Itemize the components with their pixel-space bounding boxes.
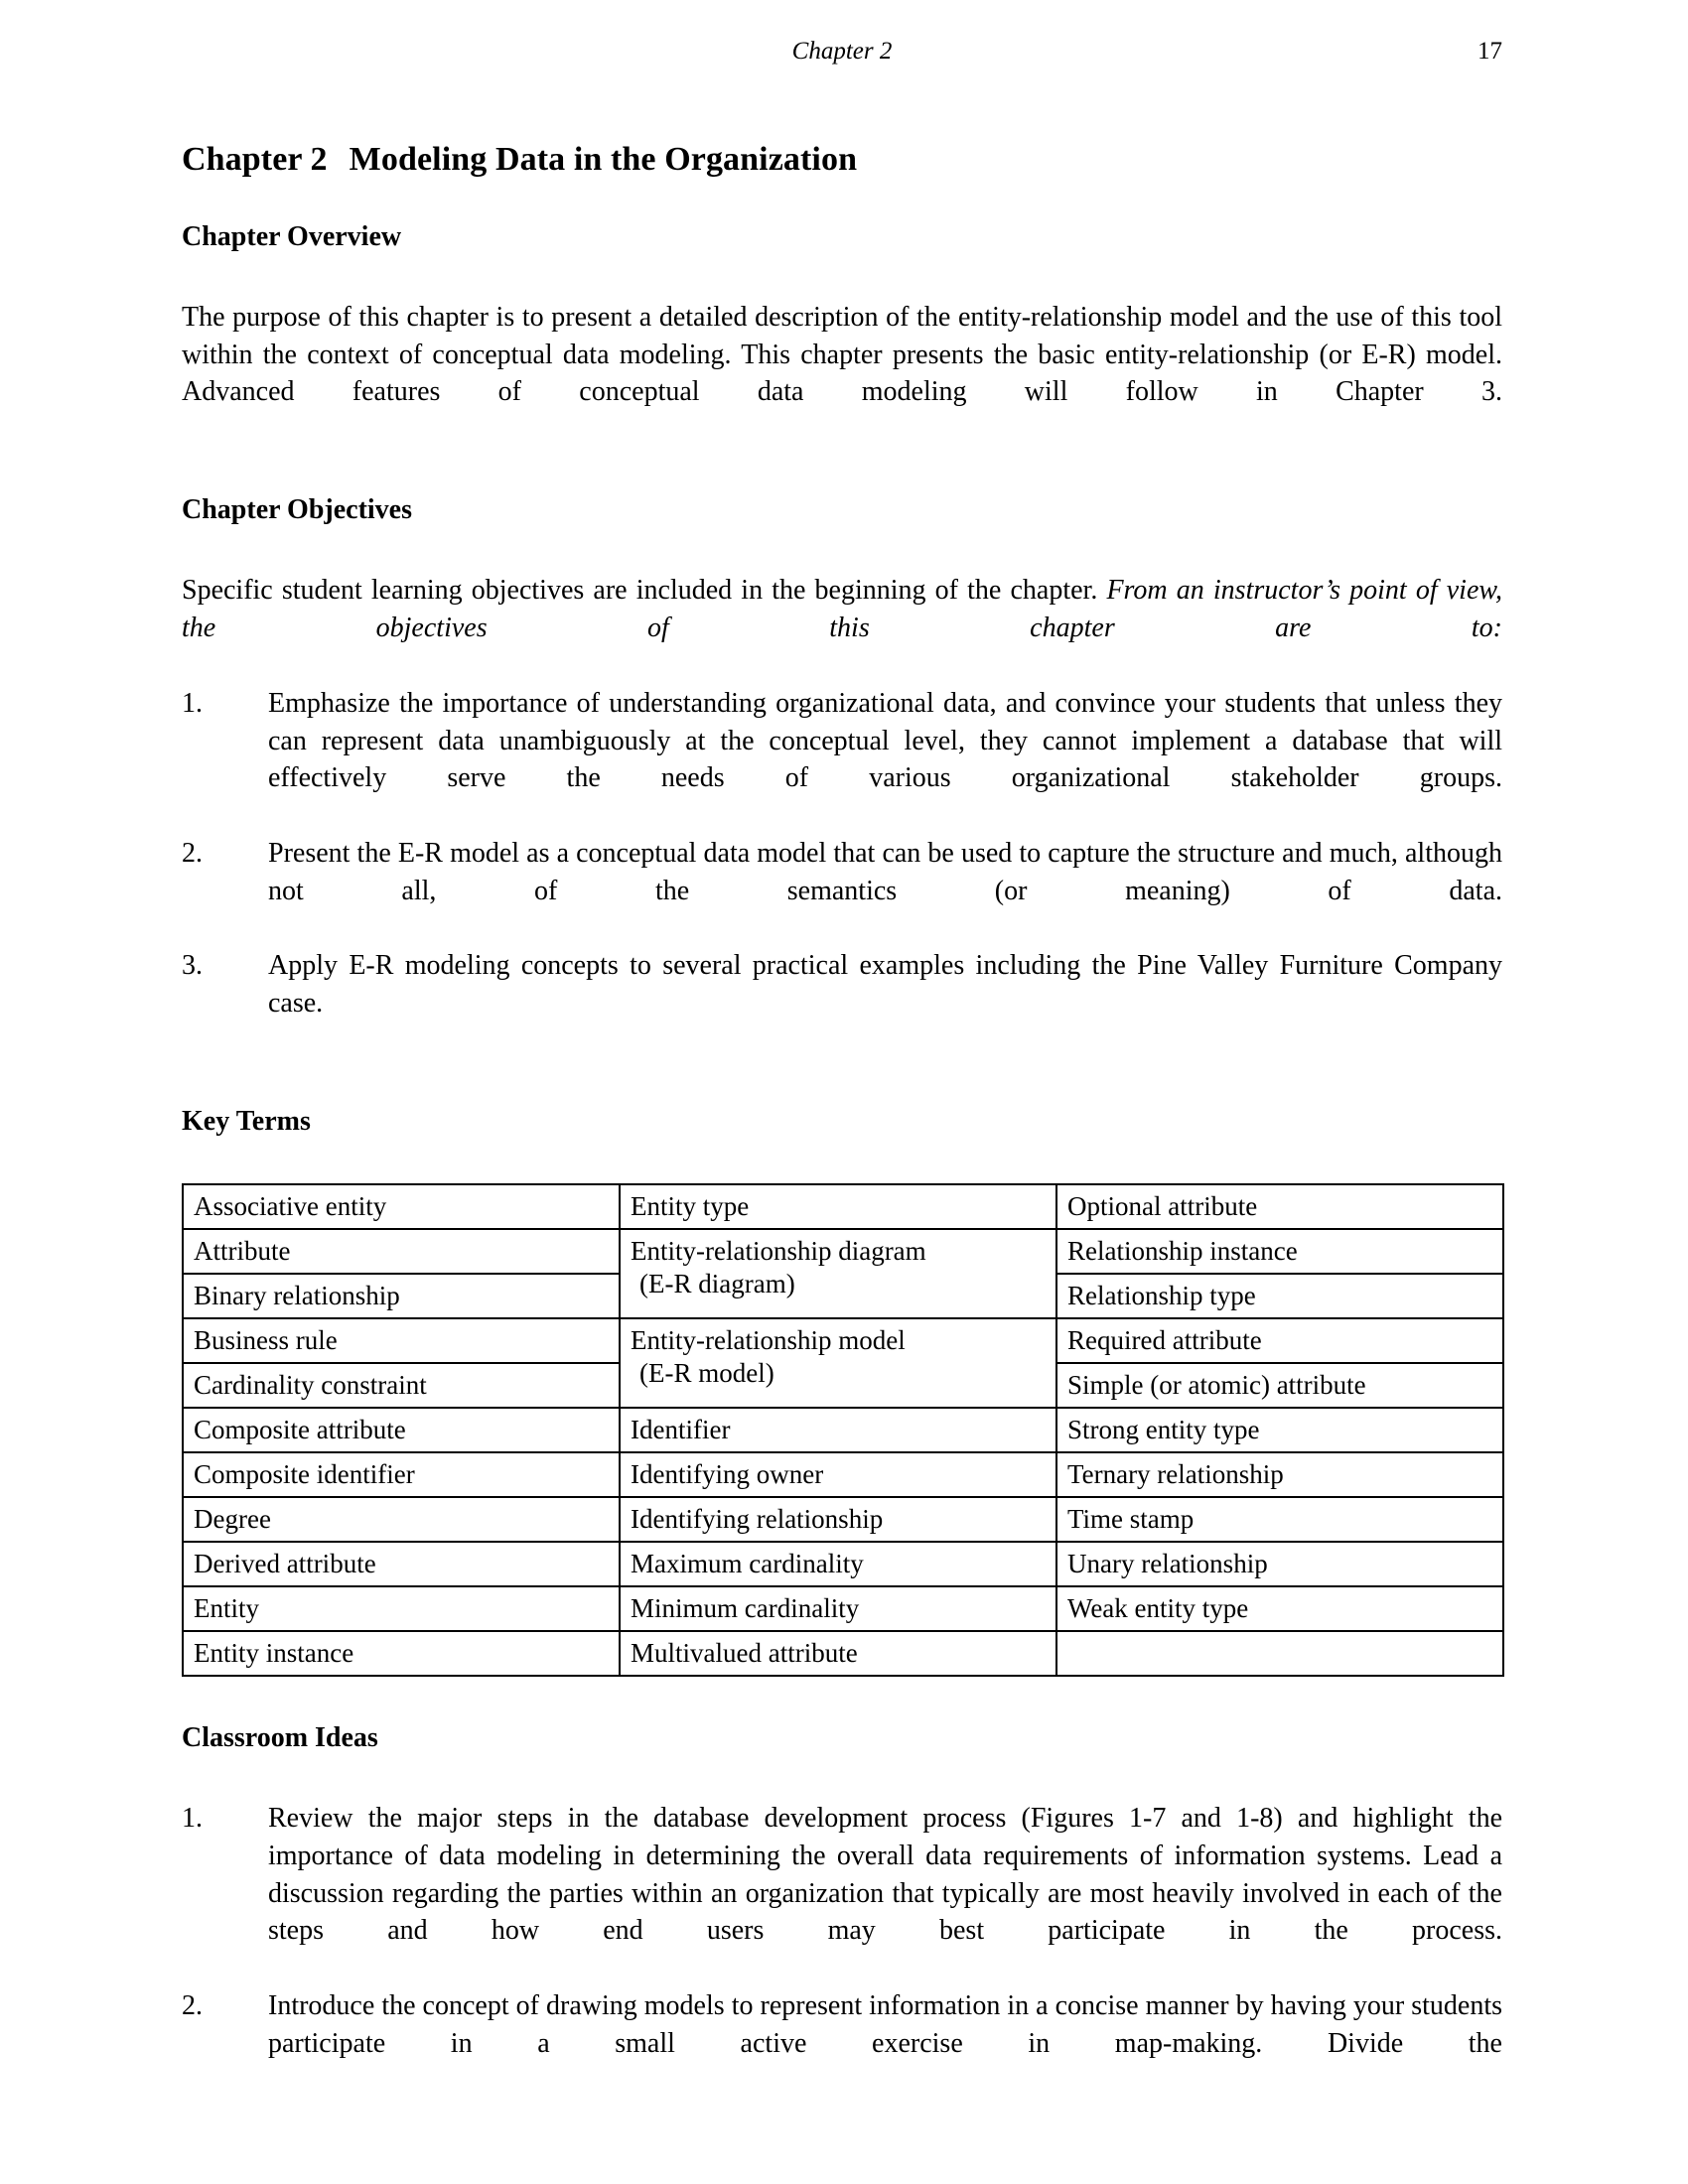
spacer <box>182 1140 1502 1183</box>
spacer <box>182 1756 1502 1800</box>
key-term-cell: Derived attribute <box>183 1542 620 1586</box>
table-row <box>183 1631 1503 1676</box>
list-item-number: 1. <box>182 687 203 719</box>
chapter-objectives-intro <box>182 572 1502 684</box>
key-term-sub: (E-R model) <box>639 1357 774 1388</box>
key-term-cell: Multivalued attribute <box>620 1631 1056 1676</box>
key-term-cell: Maximum cardinality <box>620 1542 1056 1586</box>
objectives-intro-plain: Specific student learning objectives are included in the beginning of the chapter. <box>182 575 1107 607</box>
chapter-overview-paragraph: The purpose of this chapter is to present a detailed description of the entity-relationship model and the use of this tool within the context of conceptual data modeling. This chapter presents the basic entity-relationship (or E-R) model. Advanced features of conceptual data modeling will follow in Chapter 3. <box>182 301 1502 408</box>
spacer <box>182 528 1502 572</box>
table-row <box>183 1184 1503 1229</box>
key-term-cell: Ternary relationship <box>1056 1452 1503 1497</box>
chapter-objectives-list <box>182 685 1502 1060</box>
key-term-cell: Minimum cardinality <box>620 1586 1056 1631</box>
list-item-text: Present the E-R model as a conceptual data model that can be used to capture the structure and much, although not all, of the semantics (or meaning) of data. <box>268 838 1502 906</box>
table-row <box>183 1586 1503 1631</box>
objectives-intro-italic: From an instructor’s point of view, the objectives of this chapter are to: <box>182 575 1502 644</box>
chapter-title-label: Chapter 2 <box>182 141 328 178</box>
list-item-text: Introduce the concept of drawing models to represent information in a concise manner by having your students participate in a small active exercise in map-making. Divide the <box>268 1989 1502 2059</box>
key-term-cell: Entity instance <box>183 1631 620 1676</box>
running-head <box>182 38 1502 71</box>
chapter-title-text: Modeling Data in the Organization <box>349 141 858 178</box>
section-heading-key-terms: Key Terms <box>182 1105 311 1137</box>
spacer <box>182 1060 1502 1104</box>
table-row <box>183 1497 1503 1542</box>
key-term-cell: Required attribute <box>1056 1318 1503 1363</box>
key-terms-table-body <box>183 1184 1503 1675</box>
key-term-cell: Entity <box>183 1586 620 1631</box>
table-row <box>183 1408 1503 1452</box>
key-term-cell: Associative entity <box>183 1184 620 1229</box>
list-item <box>182 947 1502 1059</box>
page-number: 17 <box>1477 38 1502 65</box>
list-item <box>182 1987 1502 2100</box>
key-term-cell: Degree <box>183 1497 620 1542</box>
section-heading-chapter-overview: Chapter Overview <box>182 220 402 252</box>
list-item-number: 2. <box>182 1989 203 2021</box>
table-row <box>183 1542 1503 1586</box>
key-term-cell: Unary relationship <box>1056 1542 1503 1586</box>
page-content <box>182 139 1502 2100</box>
list-item-text: Apply E-R modeling concepts to several practical examples including the Pine Valley Furniture Company case. <box>268 950 1502 1020</box>
table-row <box>183 1229 1503 1274</box>
section-heading-chapter-objectives: Chapter Objectives <box>182 494 412 526</box>
key-term-cell: Composite attribute <box>183 1408 620 1452</box>
list-item <box>182 685 1502 835</box>
running-head-chapter: Chapter 2 <box>791 38 893 65</box>
key-term-cell: Optional attribute <box>1056 1184 1503 1229</box>
key-term-cell: Time stamp <box>1056 1497 1503 1542</box>
key-term-cell: Entity type <box>620 1184 1056 1229</box>
key-term-cell: Identifying owner <box>620 1452 1056 1497</box>
key-term-cell: Weak entity type <box>1056 1586 1503 1631</box>
section-heading-classroom-ideas: Classroom Ideas <box>182 1721 378 1753</box>
key-term-cell: Identifying relationship <box>620 1497 1056 1542</box>
key-term-main: Entity-relationship diagram <box>631 1236 926 1267</box>
list-item-number: 2. <box>182 838 203 870</box>
key-term-sub: (E-R diagram) <box>639 1269 795 1299</box>
key-term-cell: Composite identifier <box>183 1452 620 1497</box>
chapter-title <box>182 139 1502 182</box>
list-item-text: Review the major steps in the database development process (Figures 1-7 and 1-8) and highlight the importance of data modeling in determining the overall data requirements of information systems. Lead a discussion regarding the parties within an organization that typically are most heavily involved in each of the steps and how end users may best participate in the process. <box>268 1802 1502 1947</box>
key-term-main: Entity-relationship model <box>631 1325 906 1356</box>
list-item-number: 1. <box>182 1802 203 1834</box>
spacer <box>182 1677 1502 1720</box>
key-term-cell: Strong entity type <box>1056 1408 1503 1452</box>
key-term-cell-empty <box>1056 1631 1503 1676</box>
key-term-cell: Relationship type <box>1056 1274 1503 1318</box>
list-item-number: 3. <box>182 950 203 982</box>
table-row <box>183 1318 1503 1363</box>
table-row <box>183 1452 1503 1497</box>
key-term-cell: Identifier <box>620 1408 1056 1452</box>
key-term-cell: Simple (or atomic) attribute <box>1056 1363 1503 1408</box>
spacer <box>182 255 1502 299</box>
list-item <box>182 1800 1502 1987</box>
key-term-cell: Relationship instance <box>1056 1229 1503 1274</box>
classroom-ideas-list <box>182 1800 1502 2100</box>
key-term-cell-merged <box>620 1318 1056 1408</box>
spacer <box>182 182 1502 219</box>
key-term-cell: Cardinality constraint <box>183 1363 620 1408</box>
list-item-text: Emphasize the importance of understanding organizational data, and convince your students that unless they can represent data unambiguously at the conceptual level, they cannot implement a database that will effectively serve the needs of various organizational stakeholder groups. <box>268 687 1502 794</box>
key-term-cell-merged <box>620 1229 1056 1318</box>
key-terms-table <box>182 1183 1504 1676</box>
list-item <box>182 835 1502 947</box>
key-term-cell: Business rule <box>183 1318 620 1363</box>
spacer <box>182 449 1502 492</box>
key-term-cell: Binary relationship <box>183 1274 620 1318</box>
key-term-cell: Attribute <box>183 1229 620 1274</box>
